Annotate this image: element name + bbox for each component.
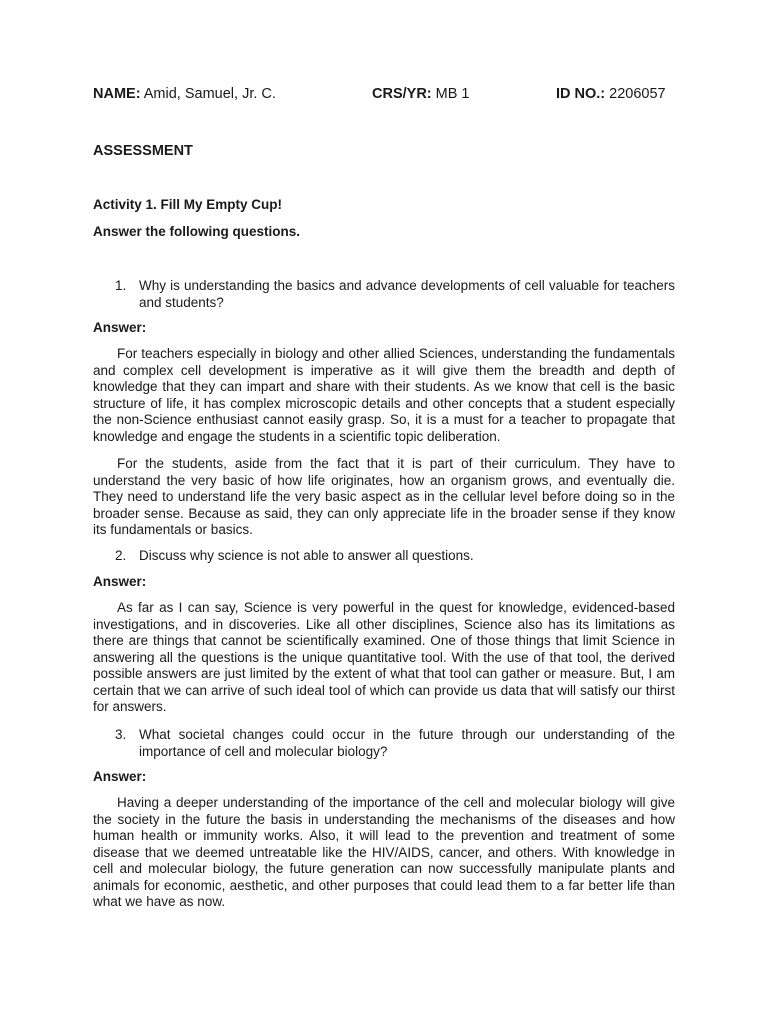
question-text: Why is understanding the basics and advance developments of cell valuable for teachers and students?: [139, 278, 675, 310]
question-3: [115, 727, 675, 760]
question-text: Discuss why science is not able to answer all questions.: [139, 548, 474, 563]
instruction-text: Answer the following questions.: [93, 224, 301, 239]
document-page: [93, 0, 675, 1024]
name-value: Amid, Samuel, Jr. C.: [143, 86, 276, 102]
question-1: [115, 278, 675, 311]
course-year-field: [372, 86, 470, 102]
question-number: 1.: [115, 278, 127, 293]
course-year-label: CRS/YR:: [372, 86, 432, 102]
question-2: [115, 548, 675, 565]
student-info-row: [93, 86, 675, 106]
name-label: NAME:: [93, 86, 141, 102]
course-year-value: MB 1: [435, 86, 470, 102]
question-number: 3.: [115, 727, 127, 742]
activity-title: Activity 1. Fill My Empty Cup!: [93, 197, 283, 212]
answer-paragraph: For teachers especially in biology and other allied Sciences, understanding the fundamentals and complex cell development is imperative as it will give them the breadth and depth of knowledge that they can impart and share with their students. As we know that cell is the basic structure of life, it has complex microscopic details and other concepts that a student especially the non-Science enthusiast cannot easily grasp. So, it is a must for a teacher to propagate that knowledge and engage the students in a scientific topic deliberation.: [93, 346, 675, 444]
answer-label: Answer:: [93, 320, 147, 335]
id-number-value: 2206057: [609, 86, 666, 102]
name-field: [93, 86, 276, 102]
assessment-title: ASSESSMENT: [93, 143, 193, 159]
question-number: 2.: [115, 548, 127, 563]
answer-label: Answer:: [93, 574, 147, 589]
question-text: What societal changes could occur in the future through our understanding of the importance of cell and molecular biology?: [139, 727, 675, 759]
answer-label: Answer:: [93, 769, 147, 784]
answer-paragraph: For the students, aside from the fact that it is part of their curriculum. They have to understand the very basic of how life originates, how an organism grows, and eventually die. They need to understand life the very basic aspect as in the cellular level before doing so in the broader sense. Because as said, they can only appreciate life in the broader sense if they know its fundamentals or basics.: [93, 456, 675, 537]
answer-paragraph: Having a deeper understanding of the importance of the cell and molecular biology will give the society in the future the basis in understanding the mechanisms of the diseases and how human health or immunity works. Also, it will lead to the prevention and treatment of some disease that we deemed untreatable like the HIV/AIDS, cancer, and others. With knowledge in cell and molecular biology, the future generation can now successfully manipulate plants and animals for economic, aesthetic, and other purposes that could lead them to a far better life than what we have as now.: [93, 795, 675, 909]
id-number-label: ID NO.:: [556, 86, 606, 102]
id-number-field: [556, 86, 666, 102]
answer-paragraph: As far as I can say, Science is very powerful in the quest for knowledge, evidenced-based investigations, and in discoveries. Like all other disciplines, Science also has its limitations as there are things that cannot be scientifically examined. One of those things that limit Science in answering all the questions is the unique quantitative tool. With the use of that tool, the derived possible answers are just limited by the extent of what that tool can gather or measure. But, I am certain that we can arrive of such ideal tool of which can provide us data that will satisfy our thirst for answers.: [93, 600, 675, 714]
